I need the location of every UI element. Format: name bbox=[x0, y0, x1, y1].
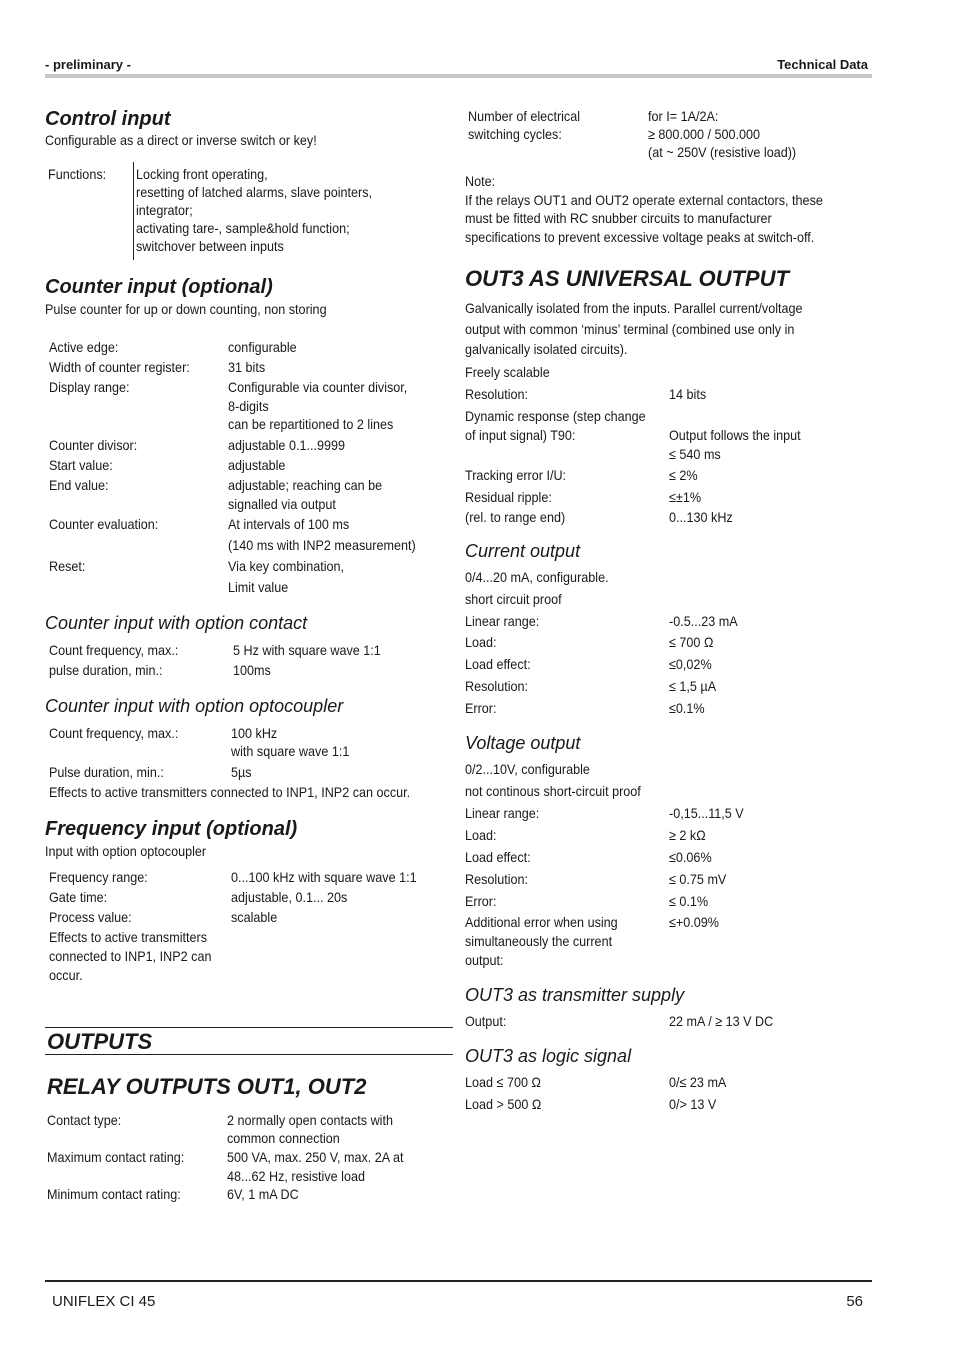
control-input-title: Control input bbox=[45, 108, 171, 130]
switching-label-line: switching cycles: bbox=[468, 126, 562, 142]
row-value: ≤ 2% bbox=[669, 467, 698, 483]
row-value: signalled via output bbox=[228, 496, 336, 512]
functions-line: resetting of latched alarms, slave pointers, bbox=[136, 184, 373, 200]
row-value: 48...62 Hz, resistive load bbox=[227, 1168, 365, 1184]
switching-label-line: Number of electrical bbox=[468, 108, 581, 124]
row-label: Load effect: bbox=[465, 656, 531, 672]
row-label: Residual ripple: bbox=[465, 489, 552, 505]
row-value: Limit value bbox=[228, 579, 289, 595]
row-value: ≤ 540 ms bbox=[669, 446, 721, 462]
row-label: Load: bbox=[465, 634, 497, 650]
row-value: At intervals of 100 ms bbox=[228, 516, 350, 532]
functions-divider bbox=[133, 162, 134, 260]
row-value: with square wave 1:1 bbox=[231, 743, 350, 759]
outputs-title: OUTPUTS bbox=[47, 1029, 153, 1054]
row-value: 22 mA / ≥ 13 V DC bbox=[669, 1013, 774, 1029]
out3-desc bbox=[465, 298, 803, 360]
note-line: specifications to prevent excessive voltage peaks at switch-off. bbox=[465, 228, 815, 245]
row-value: common connection bbox=[227, 1130, 340, 1146]
row-label: Linear range: bbox=[465, 613, 540, 629]
row-value: scalable bbox=[231, 909, 278, 925]
row-label: pulse duration, min.: bbox=[49, 662, 163, 678]
row-label: End value: bbox=[49, 477, 109, 493]
counter-contact-title: Counter input with option contact bbox=[45, 613, 308, 633]
row-label: of input signal) T90: bbox=[465, 427, 576, 443]
row-value: 0...130 kHz bbox=[669, 509, 733, 525]
row-value: 5 Hz with square wave 1:1 bbox=[233, 642, 381, 658]
row-value: Output follows the input bbox=[669, 427, 801, 443]
row-value: 0/≤ 23 mA bbox=[669, 1074, 727, 1090]
frequency-input-title: Frequency input (optional) bbox=[45, 818, 298, 840]
row-value: 0/> 13 V bbox=[669, 1096, 717, 1112]
row-label: Load: bbox=[465, 827, 497, 843]
row-value: 14 bits bbox=[669, 386, 707, 402]
functions-line: activating tare-, sample&hold function; bbox=[136, 220, 350, 236]
row-value: ≥ 2 kΩ bbox=[669, 827, 706, 843]
row-value: (140 ms with INP2 measurement) bbox=[228, 537, 416, 553]
row-label: (rel. to range end) bbox=[465, 509, 566, 525]
row-label: Counter evaluation: bbox=[49, 516, 159, 532]
row-value: 6V, 1 mA DC bbox=[227, 1186, 299, 1202]
row-label: Frequency range: bbox=[49, 869, 148, 885]
functions-line: Locking front operating, bbox=[136, 166, 268, 182]
functions-label: Functions: bbox=[48, 166, 107, 182]
row-value: ≤ 0.75 mV bbox=[669, 871, 727, 887]
row-label: Contact type: bbox=[47, 1112, 122, 1128]
note-line: Note: bbox=[465, 173, 496, 189]
transmitter-title: OUT3 as transmitter supply bbox=[465, 985, 685, 1005]
row-value: 8-digits bbox=[228, 398, 269, 414]
frequency-note-line: occur. bbox=[49, 967, 83, 983]
relay-title: RELAY OUTPUTS OUT1, OUT2 bbox=[47, 1074, 367, 1099]
row-label: Load effect: bbox=[465, 849, 531, 865]
row-value: 500 VA, max. 250 V, max. 2A at bbox=[227, 1149, 404, 1165]
out3-desc-line: output with common ‘minus’ terminal (combined use only in bbox=[465, 320, 795, 337]
note-line: must be fitted with RC snubber circuits to manufacturer bbox=[465, 210, 772, 226]
row-label: Resolution: bbox=[465, 386, 529, 402]
row-value: 5µs bbox=[231, 764, 252, 780]
switching-label bbox=[468, 107, 580, 143]
functions-line: switchover between inputs bbox=[136, 238, 284, 254]
row-value: ≤+0.09% bbox=[669, 914, 720, 930]
row-value: ≤ 1,5 µA bbox=[669, 678, 717, 694]
row-value: Configurable via counter divisor, bbox=[228, 379, 408, 395]
row-value: configurable bbox=[228, 339, 297, 355]
row-label: Count frequency, max.: bbox=[49, 725, 179, 741]
row-value: Via key combination, bbox=[228, 558, 345, 574]
row-value: ≤ 700 Ω bbox=[669, 634, 714, 650]
row-label: Counter divisor: bbox=[49, 437, 138, 453]
switching-value-line: for I= 1A/2A: bbox=[648, 108, 719, 124]
row-label: Load > 500 Ω bbox=[465, 1096, 542, 1112]
row-label: Display range: bbox=[49, 379, 130, 395]
row-value: 2 normally open contacts with bbox=[227, 1112, 393, 1128]
header-left: - preliminary - bbox=[45, 57, 131, 72]
row-label: simultaneously the current bbox=[465, 933, 613, 949]
outputs-rule-top bbox=[45, 1027, 453, 1028]
row-label: Linear range: bbox=[465, 805, 540, 821]
note-line: If the relays OUT1 and OUT2 operate external contactors, these bbox=[465, 191, 823, 208]
row-label: output: bbox=[465, 952, 504, 968]
footer-rule bbox=[45, 1280, 872, 1282]
row-value: can be repartitioned to 2 lines bbox=[228, 416, 394, 432]
out3-desc-line: Galvanically isolated from the inputs. Parallel current/voltage bbox=[465, 300, 803, 316]
row-value: 100 kHz bbox=[231, 725, 278, 741]
row-value: -0.5...23 mA bbox=[669, 613, 738, 629]
row-label: not continous short-circuit proof bbox=[465, 783, 641, 799]
functions-line: integrator; bbox=[136, 202, 193, 218]
row-label: Count frequency, max.: bbox=[49, 642, 179, 658]
switching-value-line: (at ~ 250V (resistive load)) bbox=[648, 144, 797, 160]
counter-opto-title: Counter input with option optocoupler bbox=[45, 696, 344, 716]
row-label: Reset: bbox=[49, 558, 86, 574]
relay-note bbox=[465, 172, 823, 246]
row-label: Error: bbox=[465, 700, 497, 716]
row-label: Maximum contact rating: bbox=[47, 1149, 185, 1165]
row-value: 31 bits bbox=[228, 359, 266, 375]
row-value: adjustable, 0.1... 20s bbox=[231, 889, 348, 905]
row-value: 0...100 kHz with square wave 1:1 bbox=[231, 869, 417, 885]
frequency-note-line: connected to INP1, INP2 can bbox=[49, 948, 212, 964]
switching-value-line: ≥ 800.000 / 500.000 bbox=[648, 126, 761, 142]
out3-desc-line: galvanically isolated circuits). bbox=[465, 341, 628, 357]
row-label: Start value: bbox=[49, 457, 113, 473]
frequency-input-desc: Input with option optocoupler bbox=[45, 843, 207, 859]
row-label: Dynamic response (step change bbox=[465, 408, 646, 424]
row-label: Active edge: bbox=[49, 339, 119, 355]
row-label: Resolution: bbox=[465, 678, 529, 694]
switching-value bbox=[648, 107, 796, 161]
row-label: Gate time: bbox=[49, 889, 108, 905]
row-value: -0,15...11,5 V bbox=[669, 805, 744, 821]
header-rule bbox=[45, 74, 872, 78]
counter-opto-note: Effects to active transmitters connected to INP1, INP2 can occur. bbox=[49, 784, 411, 800]
control-input-desc: Configurable as a direct or inverse switch or key! bbox=[45, 132, 317, 148]
row-value: adjustable 0.1...9999 bbox=[228, 437, 345, 453]
row-label: Error: bbox=[465, 893, 497, 909]
header-right: Technical Data bbox=[777, 57, 868, 72]
row-label: 0/2...10V, configurable bbox=[465, 761, 590, 777]
row-value: ≤0.1% bbox=[669, 700, 705, 716]
current-output-title: Current output bbox=[465, 541, 581, 561]
counter-input-title: Counter input (optional) bbox=[45, 276, 273, 298]
logic-title: OUT3 as logic signal bbox=[465, 1046, 632, 1066]
frequency-note bbox=[49, 928, 212, 984]
row-value: adjustable; reaching can be bbox=[228, 477, 383, 493]
footer-page-number: 56 bbox=[846, 1293, 863, 1310]
row-label: short circuit proof bbox=[465, 591, 562, 607]
voltage-output-title: Voltage output bbox=[465, 733, 581, 753]
row-label: Process value: bbox=[49, 909, 132, 925]
row-label: Load ≤ 700 Ω bbox=[465, 1074, 541, 1090]
row-value: adjustable bbox=[228, 457, 286, 473]
frequency-note-line: Effects to active transmitters bbox=[49, 929, 208, 945]
counter-input-desc: Pulse counter for up or down counting, non storing bbox=[45, 301, 327, 317]
row-label: Width of counter register: bbox=[49, 359, 190, 375]
row-label: Resolution: bbox=[465, 871, 529, 887]
row-label: Tracking error I/U: bbox=[465, 467, 567, 483]
row-value: ≤±1% bbox=[669, 489, 702, 505]
out3-title: OUT3 AS UNIVERSAL OUTPUT bbox=[465, 266, 789, 291]
row-label: 0/4...20 mA, configurable. bbox=[465, 569, 609, 585]
row-value: ≤0,02% bbox=[669, 656, 712, 672]
footer-product: UNIFLEX CI 45 bbox=[52, 1293, 156, 1310]
row-label: Freely scalable bbox=[465, 364, 550, 380]
functions-list bbox=[136, 165, 372, 255]
row-value: ≤0.06% bbox=[669, 849, 712, 865]
outputs-rule-bottom bbox=[45, 1054, 453, 1055]
row-value: ≤ 0.1% bbox=[669, 893, 709, 909]
row-label: Minimum contact rating: bbox=[47, 1186, 181, 1202]
row-label: Additional error when using bbox=[465, 914, 618, 930]
row-label: Pulse duration, min.: bbox=[49, 764, 164, 780]
row-value: 100ms bbox=[233, 662, 271, 678]
row-label: Output: bbox=[465, 1013, 507, 1029]
